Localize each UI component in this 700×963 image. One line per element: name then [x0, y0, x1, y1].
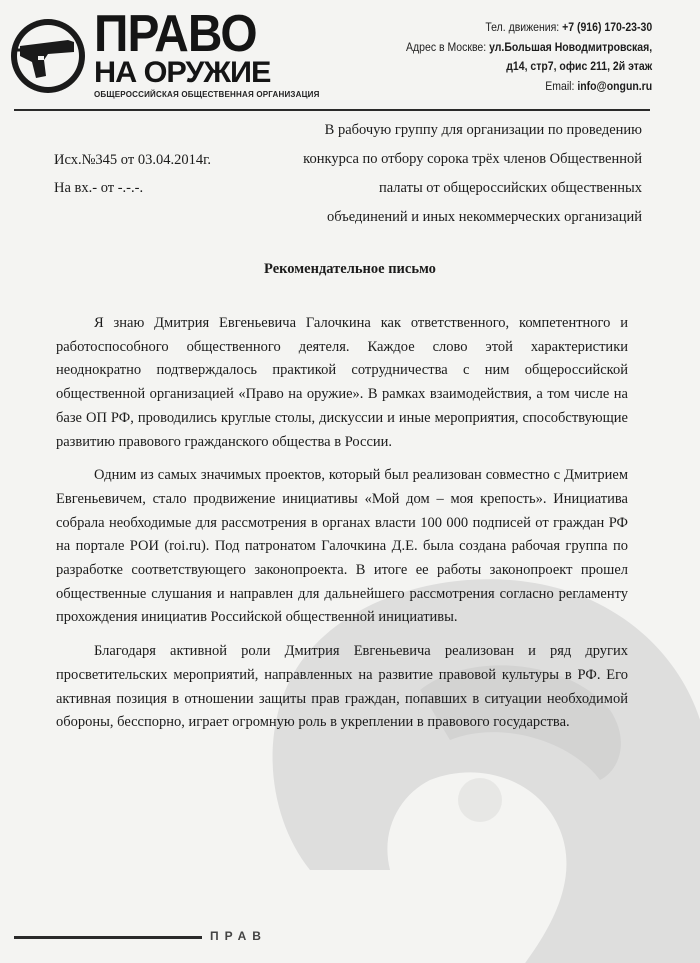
org-name-line1: ПРАВО [94, 5, 257, 63]
footer-brand-text: ПРАВ [210, 929, 267, 943]
org-name-line2: НА ОРУЖИЕ [94, 56, 271, 89]
recipient-line: конкурса по отбору сорока трёх членов Общественной [303, 151, 642, 167]
recipient-line: палаты от общероссийских общественных [378, 180, 642, 196]
address-line [406, 38, 652, 58]
incoming-number: На вх.- от -.-.-. [54, 180, 144, 196]
email-link[interactable]: info@ongun.ru [577, 78, 652, 93]
address-label: Адрес в Москве: [405, 39, 487, 54]
outgoing-number: Исх.№345 от 03.04.2014г. [54, 152, 212, 168]
body-paragraph: Одним из самых значимых проектов, который был реализован совместно с Дмитрием Евгеньевичем, стало продвижение инициативы «Мой дом – моя крепость». Инициатива собрала необходимые для рассмотрения в органах власти 100 000 подписей от граждан РФ на портале РОИ (roi.ru). Под патронатом Галочкина Д.Е. была создана рабочая группа по разработке соответствующего законопроекта. В итоге ее работы законопроект прошел общественные слушания и направлен для дальнейшего рассмотрения согласно регламенту прохождения инициатив Российской общественной инициативы. [56, 467, 628, 626]
contact-block [406, 18, 652, 96]
address-line2 [406, 57, 652, 77]
org-logo [8, 5, 320, 100]
phone-number: +7 (916) 170-23-30 [561, 20, 652, 34]
org-subtitle: ОБЩЕРОССИЙСКАЯ ОБЩЕСТВЕННАЯ ОРГАНИЗАЦИЯ [94, 90, 320, 99]
header-divider [14, 109, 650, 111]
recipient-line: В рабочую группу для организации по проведению [324, 122, 642, 138]
email-label: Email: [545, 78, 575, 93]
email-line [406, 77, 652, 97]
footer-divider [14, 936, 202, 939]
outgoing-reference [54, 146, 211, 202]
pistol-emblem-icon [8, 16, 88, 96]
body-paragraph: Я знаю Дмитрия Евгеньевича Галочкина как ответственного, компетентного и работоспособного общественного деятеля. Каждое слово этой характеристики неоднократно подтверждалось практикой сотрудничества с ним общероссийской общественной организацией «Право на оружие». В рамках взаимодействия, а том числе на базе ОП РФ, проводились круглые столы, дискуссии и иные мероприятия, способствующие развитию правового гражданского общества в России. [56, 315, 628, 450]
phone-line [406, 18, 652, 38]
letter-body [56, 312, 628, 745]
letter-title: Рекомендательное письмо [264, 261, 436, 277]
address-street: ул.Большая Новодмитровская, [488, 39, 652, 54]
address-building: д14, стр7, офис 211, 2й этаж [506, 59, 652, 73]
phone-label: Тел. движения: [485, 20, 560, 34]
recipient-block [262, 116, 642, 232]
recipient-line: объединений и иных некоммерческих организаций [327, 209, 642, 225]
body-paragraph: Благодаря активной роли Дмитрия Евгеньевича реализован и ряд других просветительских мероприятий, направленных на развитие правовой культуры в РФ. Его активная позиция в отношении защиты прав граждан, попавших в ситуации необходимой обороны, бесспорно, играет огромную роль в укреплении в правового государства. [56, 643, 628, 731]
